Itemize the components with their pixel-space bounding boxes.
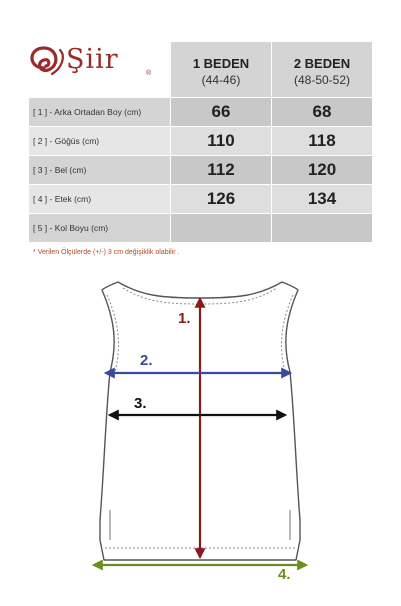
column-title: 1 BEDEN	[192, 55, 250, 71]
row-value: 134	[272, 185, 373, 214]
asterisk-mark: *	[33, 249, 36, 256]
garment-diagram	[0, 262, 401, 601]
table-row	[29, 98, 373, 127]
table-row	[29, 214, 373, 243]
brand-name: Şiir	[66, 44, 119, 75]
row-label: [ 3 ] - Bel (cm)	[29, 156, 171, 185]
row-value: 68	[272, 98, 373, 127]
row-value: 112	[171, 156, 272, 185]
header-empty-cell	[29, 42, 171, 98]
column-range: (48-50-52)	[293, 72, 351, 87]
note-text: Verilen Ölçülerde (+/-) 3 cm değişiklik olabilir .	[37, 249, 180, 256]
row-value: 118	[272, 127, 373, 156]
table-row	[29, 156, 373, 185]
measurement-label-2: 2.	[140, 352, 153, 369]
column-header-size-1	[171, 42, 272, 98]
measurement-label-1: 1.	[178, 310, 191, 327]
row-value: 66	[171, 98, 272, 127]
registered-mark: ®	[146, 70, 152, 77]
row-value: 126	[171, 185, 272, 214]
row-label: [ 2 ] - Göğüs (cm)	[29, 127, 171, 156]
column-range: (44-46)	[201, 72, 241, 87]
row-value: 120	[272, 156, 373, 185]
row-value: 110	[171, 127, 272, 156]
row-value	[171, 214, 272, 243]
measurement-label-3: 3.	[134, 395, 147, 412]
row-label: [ 5 ] - Kol Boyu (cm)	[29, 214, 171, 243]
table-row	[29, 127, 373, 156]
table-row	[29, 185, 373, 214]
row-label: [ 4 ] - Etek (cm)	[29, 185, 171, 214]
sleeveless-top-drawing	[0, 262, 401, 601]
column-title: 2 BEDEN	[293, 55, 351, 71]
row-value	[272, 214, 373, 243]
tolerance-note	[33, 249, 180, 256]
size-chart-table	[28, 41, 373, 243]
row-label: [ 1 ] - Arka Ortadan Boy (cm)	[29, 98, 171, 127]
table-header-row	[29, 42, 373, 98]
measurement-label-4: 4.	[278, 566, 291, 583]
column-header-size-2	[272, 42, 373, 98]
